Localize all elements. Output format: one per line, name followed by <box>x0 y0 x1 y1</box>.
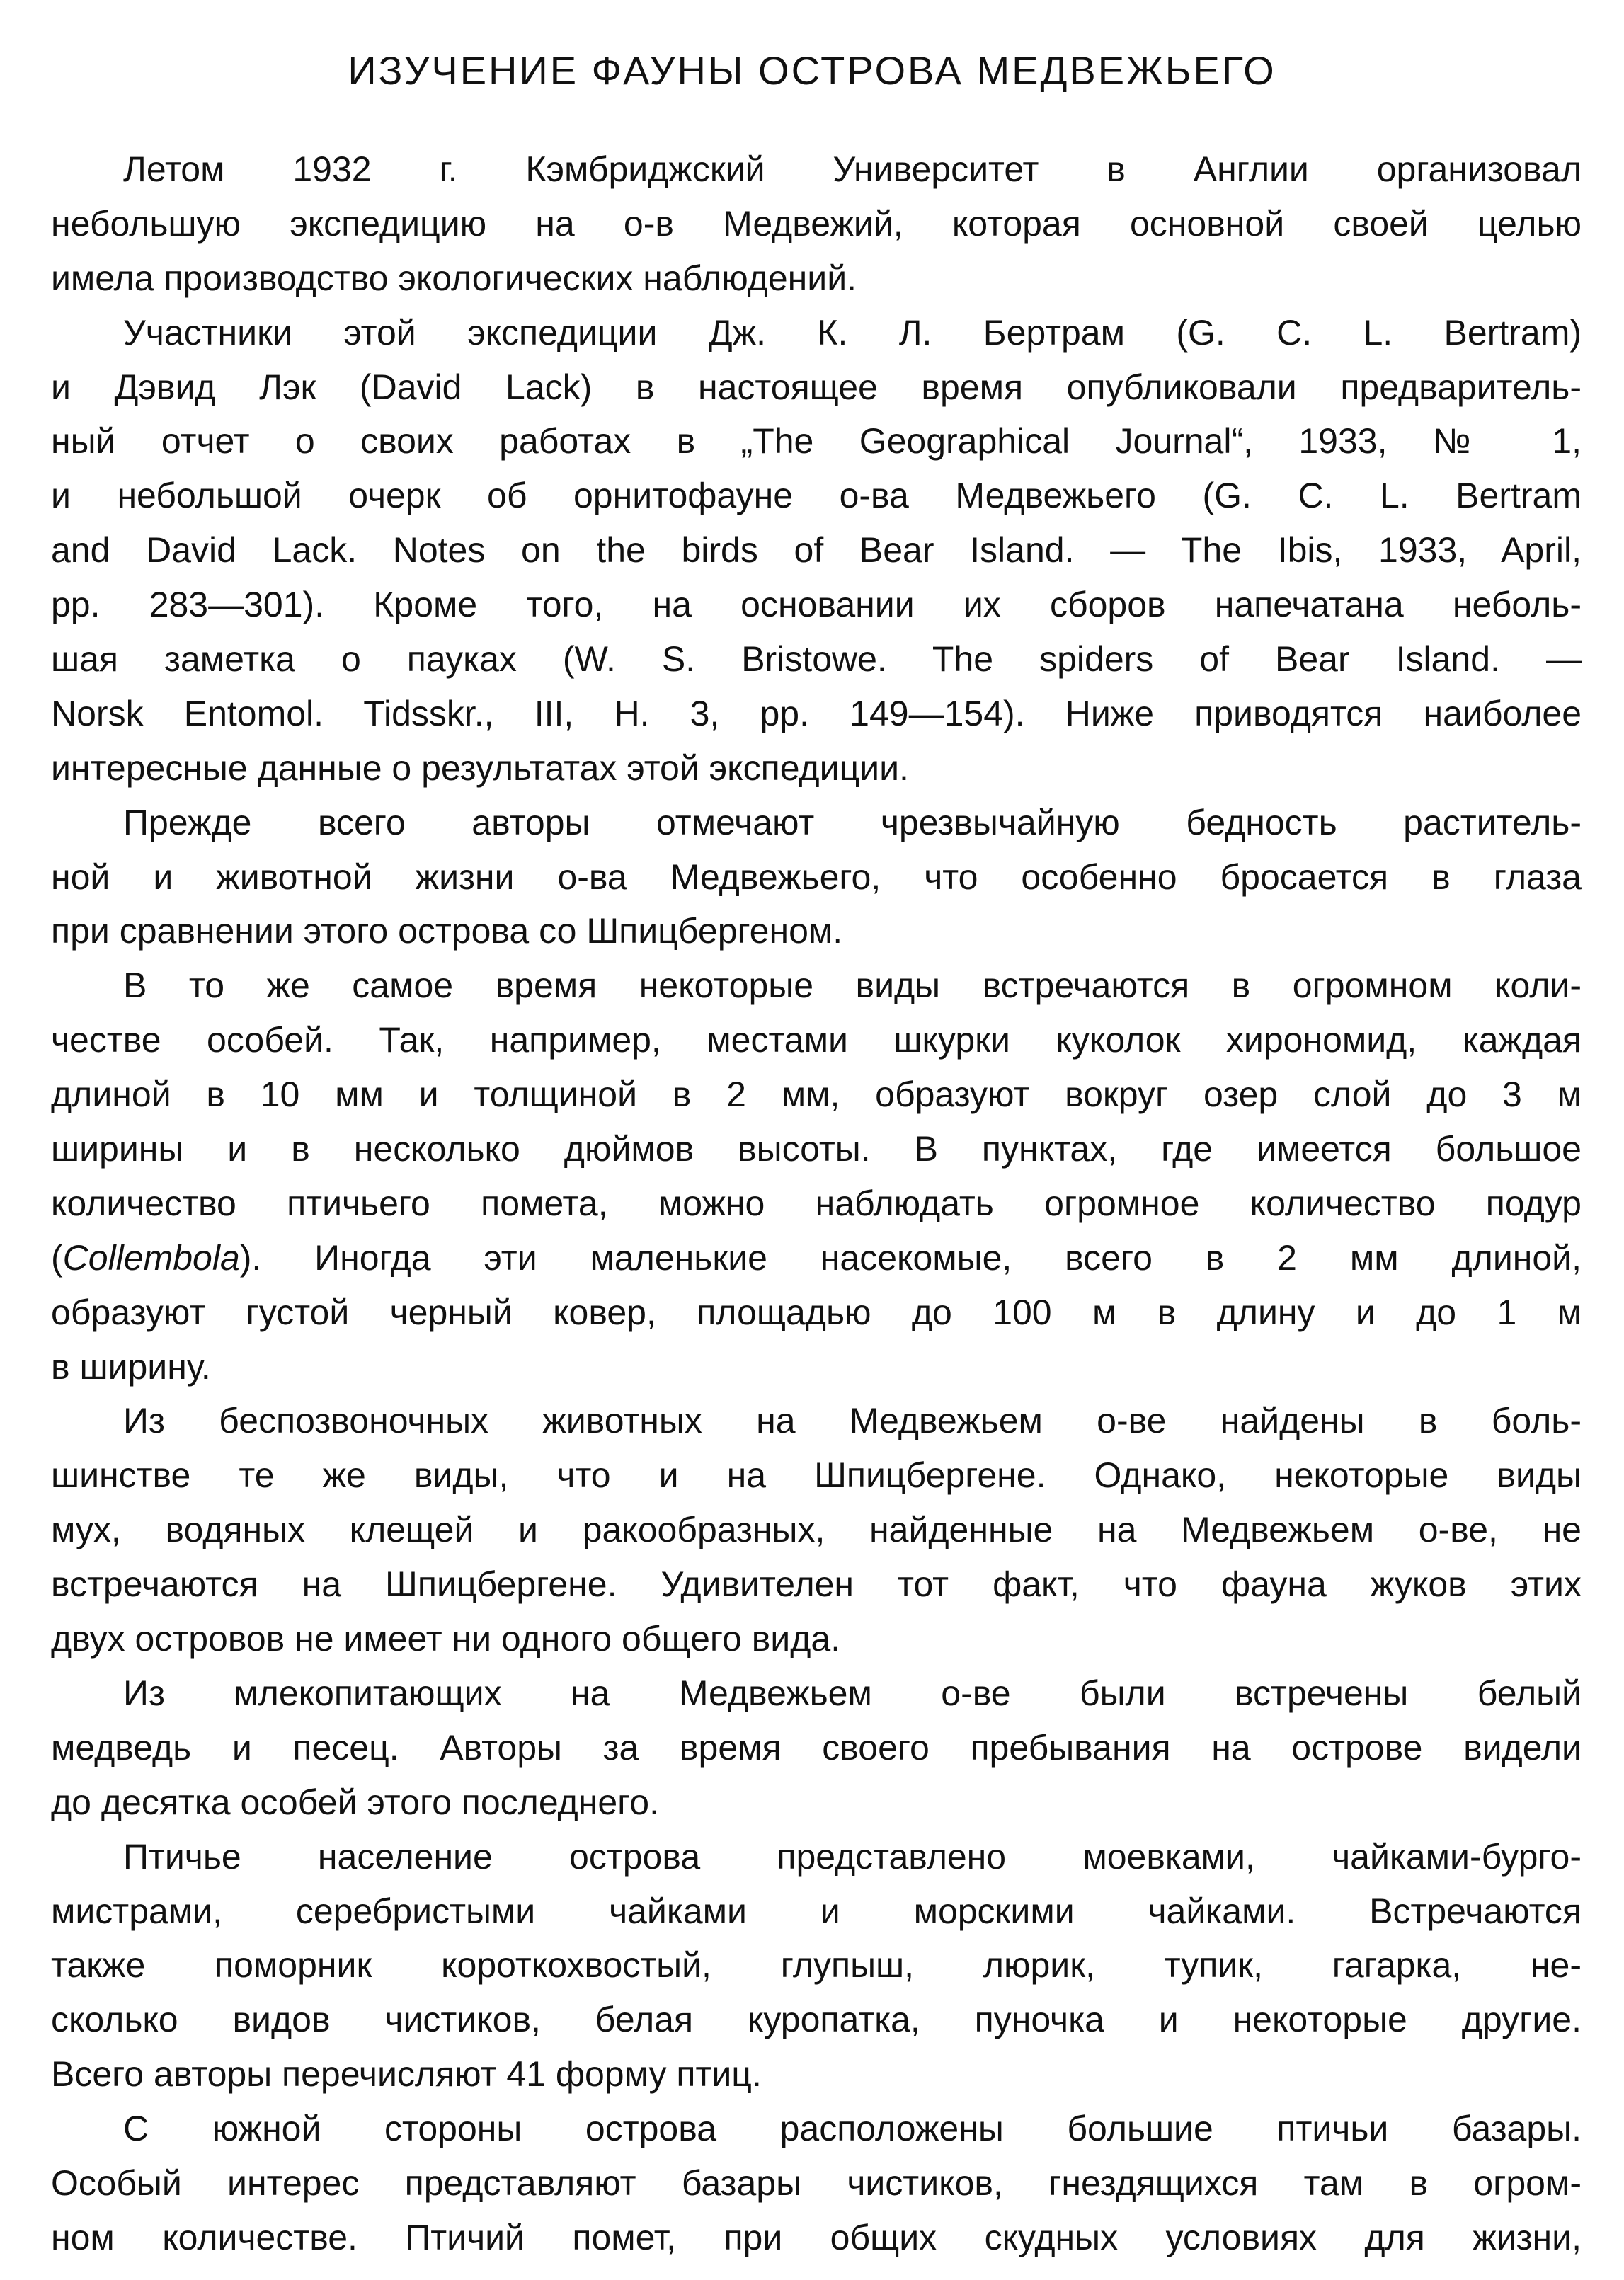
article-title: ИЗУЧЕНИЕ ФАУНЫ ОСТРОВА МЕДВЕЖЬЕГО <box>348 48 1276 93</box>
text-segment: ). Иногда эти маленькие насекомые, всего в 2 мм длиной, <box>239 1237 1582 1278</box>
text-line: pp. 283—301). Кроме того, на основании их сборов напечатана неболь- <box>51 585 1582 625</box>
text-line: В то же самое время некоторые виды встречаются в огромном коли- <box>123 966 1582 1006</box>
text-line: ном количестве. Птичий помет, при общих скудных условиях для жизни, <box>51 2217 1582 2257</box>
text-line: имела производство экологических наблюдений. <box>51 258 857 298</box>
text-line: мистрами, серебристыми чайками и морскими чайками. Встречаются <box>51 1891 1582 1931</box>
text-line: and David Lack. Notes on the birds of Bear Island. — The Ibis, 1933, April, <box>51 530 1582 571</box>
text-line: С южной стороны острова расположены большие птичьи базары. <box>123 2109 1582 2149</box>
text-line: Птичье население острова представлено моевками, чайками-бурго- <box>123 1836 1582 1877</box>
text-line: и Дэвид Лэк (David Lack) в настоящее время опубликовали предваритель- <box>51 367 1582 407</box>
text-line: и небольшой очерк об орнитофауне о-ва Медвежьего (G. C. L. Bertram <box>51 476 1582 516</box>
paragraph <box>51 1666 1582 1830</box>
text-line: Прежде всего авторы отмечают чрезвычайную бедность раститель- <box>123 802 1582 842</box>
paragraph <box>51 142 1582 306</box>
text-line: ной и животной жизни о-ва Медвежьего, что особенно бросается в глаза <box>51 857 1582 897</box>
text-line: интересные данные о результатах этой экспедиции. <box>51 747 909 788</box>
text-line: Летом 1932 г. Кэмбриджский Университет в Англии организовал <box>123 149 1582 189</box>
text-line <box>51 1231 1582 1285</box>
italic-term: Collembola <box>62 1237 240 1278</box>
paragraph <box>51 306 1582 796</box>
text-line: в ширину. <box>51 1346 211 1387</box>
text-line: Всего авторы перечисляют 41 форму птиц. <box>51 2054 762 2095</box>
paragraph <box>51 2102 1582 2265</box>
text-line: небольшую экспедицию на о-в Медвежий, которая основной своей целью <box>51 203 1582 244</box>
text-line: ширины и в несколько дюймов высоты. В пунктах, где имеется большое <box>51 1129 1582 1169</box>
text-line: ный отчет о своих работах в „The Geographical Journal“, 1933, № 1, <box>51 421 1582 462</box>
text-line: Из беспозвоночных животных на Медвежьем о-ве найдены в боль- <box>123 1401 1582 1441</box>
text-line: встречаются на Шпицбергене. Удивителен тот факт, что фауна жуков этих <box>51 1564 1582 1605</box>
text-line: медведь и песец. Авторы за время своего пребывания на острове видели <box>51 1727 1582 1768</box>
text-line: честве особей. Так, например, местами шкурки куколок хирономид, каждая <box>51 1020 1582 1060</box>
text-line: при сравнении этого острова со Шпицбергеном. <box>51 911 843 951</box>
paragraph <box>51 1394 1582 1666</box>
paragraph <box>51 1830 1582 2102</box>
text-line: мух, водяных клещей и ракообразных, найденные на Медвежьем о-ве, не <box>51 1510 1582 1550</box>
text-line: шая заметка о пауках (W. S. Bristowe. The spiders of Bear Island. — <box>51 639 1582 680</box>
text-line: количество птичьего помета, можно наблюдать огромное количество подур <box>51 1183 1582 1223</box>
text-line: до десятка особей этого последнего. <box>51 1782 659 1822</box>
text-line: длиной в 10 мм и толщиной в 2 мм, образуют вокруг озер слой до 3 м <box>51 1075 1582 1115</box>
text-line: двух островов не имеет ни одного общего вида. <box>51 1619 841 1659</box>
text-segment: ( <box>51 1237 63 1278</box>
text-line: Из млекопитающих на Медвежьем о-ве были встречены белый <box>123 1673 1582 1713</box>
text-line: шинстве те же виды, что и на Шпицбергене. Однако, некоторые виды <box>51 1455 1582 1496</box>
article-body <box>51 142 1582 2265</box>
text-line: образуют густой черный ковер, площадью до 100 м в длину и до 1 м <box>51 1292 1582 1332</box>
text-line: Особый интерес представляют базары чистиков, гнездящихся там в огром- <box>51 2162 1582 2203</box>
paragraph <box>51 958 1582 1394</box>
text-line: Norsk Entomol. Tidsskr., III, H. 3, pp. 149—154). Ниже приводятся наиболее <box>51 693 1582 733</box>
paragraph <box>51 796 1582 959</box>
text-line: сколько видов чистиков, белая куропатка, пуночка и некоторые другие. <box>51 2000 1582 2040</box>
text-line: Участники этой экспедиции Дж. К. Л. Бертрам (G. C. L. Bertram) <box>123 312 1582 353</box>
text-line: также поморник короткохвостый, глупыш, люрик, тупик, гагарка, не- <box>51 1945 1582 1986</box>
